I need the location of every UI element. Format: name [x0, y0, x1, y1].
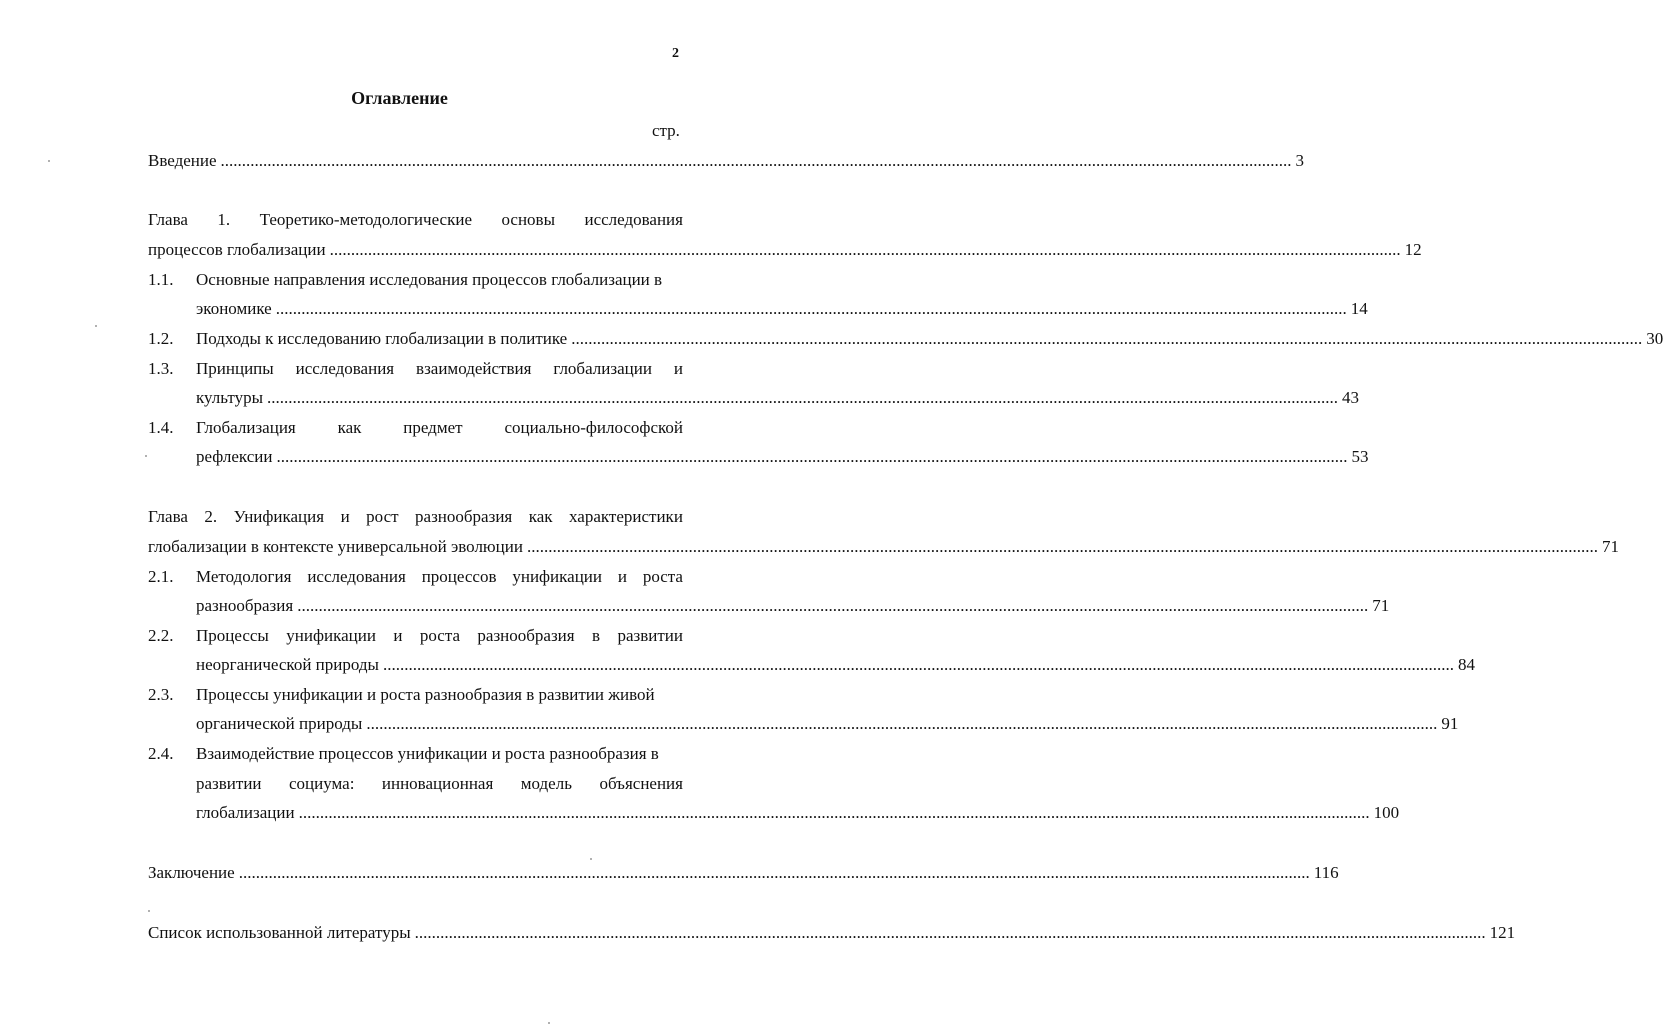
- toc-section-number: 1.3.: [148, 359, 174, 378]
- toc-section-number: 2.2.: [148, 626, 174, 645]
- word: Процессы: [196, 626, 269, 645]
- word: и: [673, 359, 683, 378]
- toc-section-2-4-line1[interactable]: [196, 742, 683, 766]
- toc-entry-label: Взаимодействие процессов унификации и роста разнообразия в: [196, 744, 659, 763]
- toc-section-number: 2.4.: [148, 744, 174, 763]
- toc-page-number: 71: [1372, 596, 1390, 615]
- word: в: [592, 626, 601, 645]
- word: Глобализация: [196, 418, 296, 437]
- word: 1.: [217, 210, 231, 229]
- toc-page-number: 30: [1646, 329, 1663, 348]
- dot-leader: ............................................................................................................................................................................................................................................................: [220, 151, 1292, 170]
- toc-section-1-3-line2[interactable]: [196, 386, 1359, 410]
- toc-entry-label: разнообразия: [196, 596, 294, 615]
- toc-page-number: 53: [1351, 447, 1369, 466]
- toc-chapter-2-line2[interactable]: [148, 535, 1619, 559]
- toc-section-2-2-line1[interactable]: [196, 624, 683, 648]
- word: развитии: [617, 626, 683, 645]
- word: исследования: [584, 210, 683, 229]
- word: роста: [642, 567, 683, 586]
- toc-page-number: 84: [1457, 655, 1475, 674]
- dot-leader: ............................................................................................................................................................................................................................................................: [238, 863, 1310, 882]
- toc-section-2-1-line1[interactable]: [196, 565, 683, 589]
- toc-page-number: 116: [1313, 863, 1339, 882]
- toc-section-2-4-line3[interactable]: [196, 801, 1400, 825]
- word: и: [393, 626, 403, 645]
- toc-page-number: 14: [1350, 299, 1368, 318]
- toc-page-number: 71: [1601, 537, 1619, 556]
- toc-chapter-1-heading[interactable]: [148, 208, 683, 232]
- toc-section-1-2[interactable]: [196, 327, 1663, 351]
- scan-speck: [548, 1022, 550, 1024]
- toc-page-number: 3: [1295, 151, 1305, 170]
- word: Теоретико-методологические: [259, 210, 473, 229]
- dot-leader: ............................................................................................................................................................................................................................................................: [276, 447, 1348, 466]
- word: роста: [419, 626, 460, 645]
- scan-speck: [590, 858, 592, 860]
- word: унификации: [512, 567, 602, 586]
- page-number: 2: [672, 46, 679, 61]
- toc-section-number: 1.4.: [148, 418, 174, 437]
- toc-section-number: 2.3.: [148, 685, 174, 704]
- scan-speck: [148, 910, 150, 912]
- word: исследования: [295, 359, 395, 378]
- toc-entry-label: Список использованной литературы: [148, 923, 411, 942]
- word: Методология: [196, 567, 292, 586]
- word: Принципы: [196, 359, 274, 378]
- word: Глава: [148, 210, 188, 229]
- toc-entry-references[interactable]: [148, 921, 1516, 945]
- toc-section-1-1-line1[interactable]: [196, 268, 683, 292]
- word: унификации: [286, 626, 376, 645]
- toc-section-2-3-line2[interactable]: [196, 712, 1459, 736]
- toc-section-2-3-line1[interactable]: [196, 683, 683, 707]
- toc-page-number: 43: [1342, 388, 1359, 407]
- word: рост: [366, 507, 399, 526]
- toc-section-number: 2.1.: [148, 567, 174, 586]
- toc-section-2-4-line2[interactable]: [196, 772, 683, 796]
- toc-section-2-2-line2[interactable]: [196, 653, 1475, 677]
- word: разнообразия: [477, 626, 575, 645]
- word: как: [528, 507, 553, 526]
- dot-leader: ............................................................................................................................................................................................................................................................: [267, 388, 1338, 407]
- word: и: [340, 507, 350, 526]
- dot-leader: ............................................................................................................................................................................................................................................................: [414, 923, 1486, 942]
- dot-leader: ............................................................................................................................................................................................................................................................: [297, 596, 1369, 615]
- word: как: [337, 418, 362, 437]
- toc-chapter-1-line2[interactable]: [148, 238, 1422, 262]
- word: процессов: [421, 567, 497, 586]
- word: разнообразия: [415, 507, 513, 526]
- dot-leader: ............................................................................................................................................................................................................................................................: [366, 714, 1438, 733]
- scan-speck: [95, 325, 97, 327]
- dot-leader: ............................................................................................................................................................................................................................................................: [382, 655, 1454, 674]
- toc-entry-intro[interactable]: [148, 149, 1305, 173]
- toc-section-number: 1.2.: [148, 329, 174, 348]
- toc-section-1-4-line2[interactable]: [196, 445, 1369, 469]
- word: основы: [501, 210, 555, 229]
- toc-entry-label: рефлексии: [196, 447, 273, 466]
- dot-leader: ............................................................................................................................................................................................................................................................: [571, 329, 1643, 348]
- toc-entry-label: Заключение: [148, 863, 235, 882]
- toc-entry-label: культуры: [196, 388, 263, 407]
- dot-leader: ............................................................................................................................................................................................................................................................: [526, 537, 1598, 556]
- word: исследования: [307, 567, 406, 586]
- toc-entry-label: Подходы к исследованию глобализации в политике: [196, 329, 568, 348]
- word: предмет: [403, 418, 463, 437]
- word: социума:: [288, 774, 355, 793]
- toc-entry-label: Процессы унификации и роста разнообразия в развитии живой: [196, 685, 655, 704]
- toc-section-2-1-line2[interactable]: [196, 594, 1390, 618]
- word: взаимодействия: [416, 359, 532, 378]
- toc-entry-label: органической природы: [196, 714, 363, 733]
- toc-entry-conclusion[interactable]: [148, 861, 1339, 885]
- word: инновационная: [381, 774, 494, 793]
- pages-column-label: стр.: [652, 121, 680, 140]
- toc-chapter-2-heading[interactable]: [148, 505, 683, 529]
- toc-entry-label: глобализации: [196, 803, 295, 822]
- word: Унификация: [233, 507, 325, 526]
- dot-leader: ............................................................................................................................................................................................................................................................: [275, 299, 1347, 318]
- toc-entry-label: процессов глобализации: [148, 240, 326, 259]
- toc-entry-label: неорганической природы: [196, 655, 379, 674]
- word: характеристики: [569, 507, 683, 526]
- word: Глава: [148, 507, 188, 526]
- toc-page-number: 12: [1404, 240, 1422, 259]
- word: глобализации: [553, 359, 652, 378]
- dot-leader: ............................................................................................................................................................................................................................................................: [329, 240, 1401, 259]
- toc-page-number: 91: [1441, 714, 1459, 733]
- toc-section-number: 1.1.: [148, 270, 174, 289]
- word: социально-философской: [504, 418, 683, 437]
- toc-entry-label: Введение: [148, 151, 217, 170]
- toc-entry-label: глобализации в контексте универсальной эволюции: [148, 537, 523, 556]
- toc-section-1-1-line2[interactable]: [196, 297, 1368, 321]
- scan-speck: [145, 455, 147, 457]
- word: модель: [520, 774, 572, 793]
- dot-leader: ............................................................................................................................................................................................................................................................: [298, 803, 1370, 822]
- toc-section-1-3-line1[interactable]: [196, 357, 683, 381]
- word: и: [617, 567, 627, 586]
- word: 2.: [204, 507, 218, 526]
- toc-page-number: 100: [1373, 803, 1400, 822]
- word: развитии: [196, 774, 262, 793]
- toc-entry-label: экономике: [196, 299, 272, 318]
- toc-section-1-4-line1[interactable]: [196, 416, 683, 440]
- word: объяснения: [599, 774, 683, 793]
- page-title: Оглавление: [351, 88, 448, 108]
- toc-entry-label: Основные направления исследования процессов глобализации в: [196, 270, 663, 289]
- toc-page-number: 121: [1489, 923, 1516, 942]
- scan-speck: [48, 160, 50, 162]
